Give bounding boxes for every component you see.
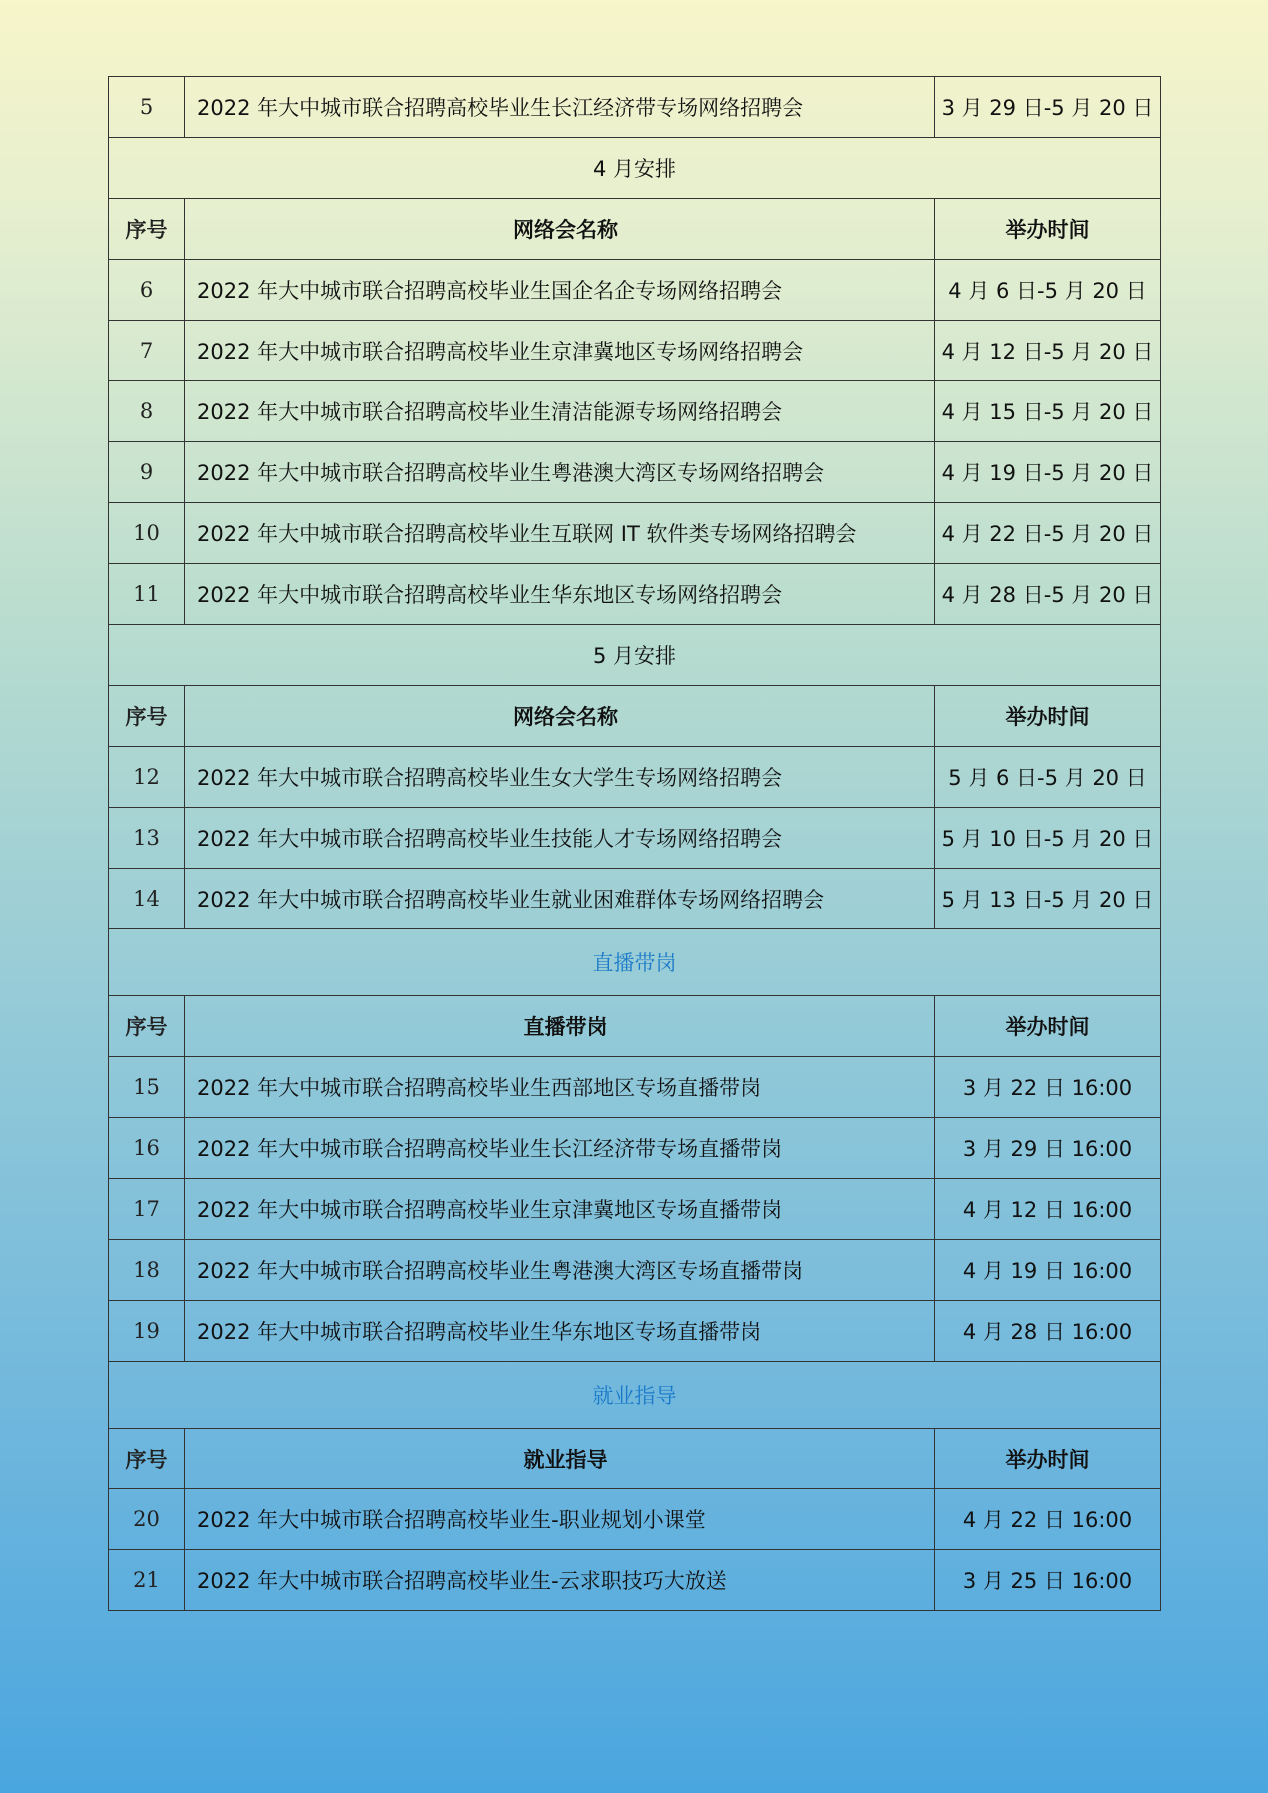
event-name-cell: 2022 年大中城市联合招聘高校毕业生京津冀地区专场直播带岗 bbox=[185, 1179, 935, 1240]
table-row bbox=[109, 503, 1161, 564]
event-name-cell: 2022 年大中城市联合招聘高校毕业生国企名企专场网络招聘会 bbox=[185, 259, 935, 320]
event-time-header: 举办时间 bbox=[935, 198, 1161, 259]
event-time-cell: 4 月 12 日-5 月 20 日 bbox=[935, 320, 1161, 381]
table-row bbox=[109, 1300, 1161, 1361]
event-name-cell: 2022 年大中城市联合招聘高校毕业生清洁能源专场网络招聘会 bbox=[185, 381, 935, 442]
month-title-row bbox=[109, 137, 1161, 198]
serial-number-cell: 12 bbox=[109, 746, 185, 807]
event-name-header: 直播带岗 bbox=[185, 996, 935, 1057]
section-title: 就业指导 bbox=[109, 1361, 1161, 1428]
event-name-cell: 2022 年大中城市联合招聘高校毕业生女大学生专场网络招聘会 bbox=[185, 746, 935, 807]
serial-number-cell: 15 bbox=[109, 1057, 185, 1118]
table-row bbox=[109, 77, 1161, 138]
section-title-row bbox=[109, 1361, 1161, 1428]
event-name-cell: 2022 年大中城市联合招聘高校毕业生京津冀地区专场网络招聘会 bbox=[185, 320, 935, 381]
section-title: 直播带岗 bbox=[109, 929, 1161, 996]
serial-number-cell: 5 bbox=[109, 77, 185, 138]
event-time-cell: 3 月 25 日 16:00 bbox=[935, 1550, 1161, 1611]
serial-number-header: 序号 bbox=[109, 996, 185, 1057]
event-time-cell: 4 月 6 日-5 月 20 日 bbox=[935, 259, 1161, 320]
schedule-table bbox=[108, 76, 1161, 1611]
table-row bbox=[109, 1489, 1161, 1550]
serial-number-cell: 7 bbox=[109, 320, 185, 381]
table-row bbox=[109, 564, 1161, 625]
event-name-header: 网络会名称 bbox=[185, 685, 935, 746]
table-header-row bbox=[109, 198, 1161, 259]
event-name-cell: 2022 年大中城市联合招聘高校毕业生就业困难群体专场网络招聘会 bbox=[185, 868, 935, 929]
month-title: 4 月安排 bbox=[109, 137, 1161, 198]
serial-number-cell: 21 bbox=[109, 1550, 185, 1611]
event-time-cell: 3 月 29 日-5 月 20 日 bbox=[935, 77, 1161, 138]
event-name-cell: 2022 年大中城市联合招聘高校毕业生粤港澳大湾区专场直播带岗 bbox=[185, 1239, 935, 1300]
event-time-cell: 3 月 29 日 16:00 bbox=[935, 1118, 1161, 1179]
event-time-cell: 4 月 19 日 16:00 bbox=[935, 1239, 1161, 1300]
event-name-cell: 2022 年大中城市联合招聘高校毕业生华东地区专场直播带岗 bbox=[185, 1300, 935, 1361]
table-row bbox=[109, 1179, 1161, 1240]
event-time-header: 举办时间 bbox=[935, 996, 1161, 1057]
serial-number-cell: 14 bbox=[109, 868, 185, 929]
event-name-cell: 2022 年大中城市联合招聘高校毕业生技能人才专场网络招聘会 bbox=[185, 807, 935, 868]
table-row bbox=[109, 746, 1161, 807]
event-name-cell: 2022 年大中城市联合招聘高校毕业生长江经济带专场直播带岗 bbox=[185, 1118, 935, 1179]
event-time-cell: 4 月 28 日-5 月 20 日 bbox=[935, 564, 1161, 625]
table-header-row bbox=[109, 1428, 1161, 1489]
table-row bbox=[109, 442, 1161, 503]
table-row bbox=[109, 1118, 1161, 1179]
event-time-cell: 4 月 22 日-5 月 20 日 bbox=[935, 503, 1161, 564]
serial-number-cell: 16 bbox=[109, 1118, 185, 1179]
event-name-cell: 2022 年大中城市联合招聘高校毕业生长江经济带专场网络招聘会 bbox=[185, 77, 935, 138]
table-row bbox=[109, 1057, 1161, 1118]
serial-number-cell: 13 bbox=[109, 807, 185, 868]
event-name-header: 就业指导 bbox=[185, 1428, 935, 1489]
serial-number-cell: 10 bbox=[109, 503, 185, 564]
table-header-row bbox=[109, 996, 1161, 1057]
event-time-cell: 5 月 10 日-5 月 20 日 bbox=[935, 807, 1161, 868]
table-row bbox=[109, 1550, 1161, 1611]
section-title-row bbox=[109, 929, 1161, 996]
table-row bbox=[109, 868, 1161, 929]
serial-number-cell: 6 bbox=[109, 259, 185, 320]
event-time-cell: 4 月 28 日 16:00 bbox=[935, 1300, 1161, 1361]
serial-number-cell: 17 bbox=[109, 1179, 185, 1240]
event-time-cell: 5 月 13 日-5 月 20 日 bbox=[935, 868, 1161, 929]
event-name-cell: 2022 年大中城市联合招聘高校毕业生-云求职技巧大放送 bbox=[185, 1550, 935, 1611]
event-name-cell: 2022 年大中城市联合招聘高校毕业生互联网 IT 软件类专场网络招聘会 bbox=[185, 503, 935, 564]
event-time-cell: 5 月 6 日-5 月 20 日 bbox=[935, 746, 1161, 807]
month-title: 5 月安排 bbox=[109, 625, 1161, 686]
serial-number-cell: 20 bbox=[109, 1489, 185, 1550]
table-row bbox=[109, 1239, 1161, 1300]
event-name-cell: 2022 年大中城市联合招聘高校毕业生-职业规划小课堂 bbox=[185, 1489, 935, 1550]
table-row bbox=[109, 320, 1161, 381]
event-name-cell: 2022 年大中城市联合招聘高校毕业生华东地区专场网络招聘会 bbox=[185, 564, 935, 625]
serial-number-cell: 8 bbox=[109, 381, 185, 442]
event-name-header: 网络会名称 bbox=[185, 198, 935, 259]
table-row bbox=[109, 381, 1161, 442]
serial-number-header: 序号 bbox=[109, 198, 185, 259]
serial-number-header: 序号 bbox=[109, 1428, 185, 1489]
event-time-header: 举办时间 bbox=[935, 1428, 1161, 1489]
table-row bbox=[109, 259, 1161, 320]
event-time-cell: 4 月 12 日 16:00 bbox=[935, 1179, 1161, 1240]
serial-number-cell: 11 bbox=[109, 564, 185, 625]
table-body bbox=[109, 77, 1161, 1611]
event-time-cell: 4 月 22 日 16:00 bbox=[935, 1489, 1161, 1550]
table-header-row bbox=[109, 685, 1161, 746]
serial-number-cell: 9 bbox=[109, 442, 185, 503]
serial-number-cell: 18 bbox=[109, 1239, 185, 1300]
event-time-cell: 4 月 15 日-5 月 20 日 bbox=[935, 381, 1161, 442]
serial-number-cell: 19 bbox=[109, 1300, 185, 1361]
serial-number-header: 序号 bbox=[109, 685, 185, 746]
table-row bbox=[109, 807, 1161, 868]
event-name-cell: 2022 年大中城市联合招聘高校毕业生西部地区专场直播带岗 bbox=[185, 1057, 935, 1118]
event-time-cell: 4 月 19 日-5 月 20 日 bbox=[935, 442, 1161, 503]
event-time-cell: 3 月 22 日 16:00 bbox=[935, 1057, 1161, 1118]
event-name-cell: 2022 年大中城市联合招聘高校毕业生粤港澳大湾区专场网络招聘会 bbox=[185, 442, 935, 503]
event-time-header: 举办时间 bbox=[935, 685, 1161, 746]
month-title-row bbox=[109, 625, 1161, 686]
